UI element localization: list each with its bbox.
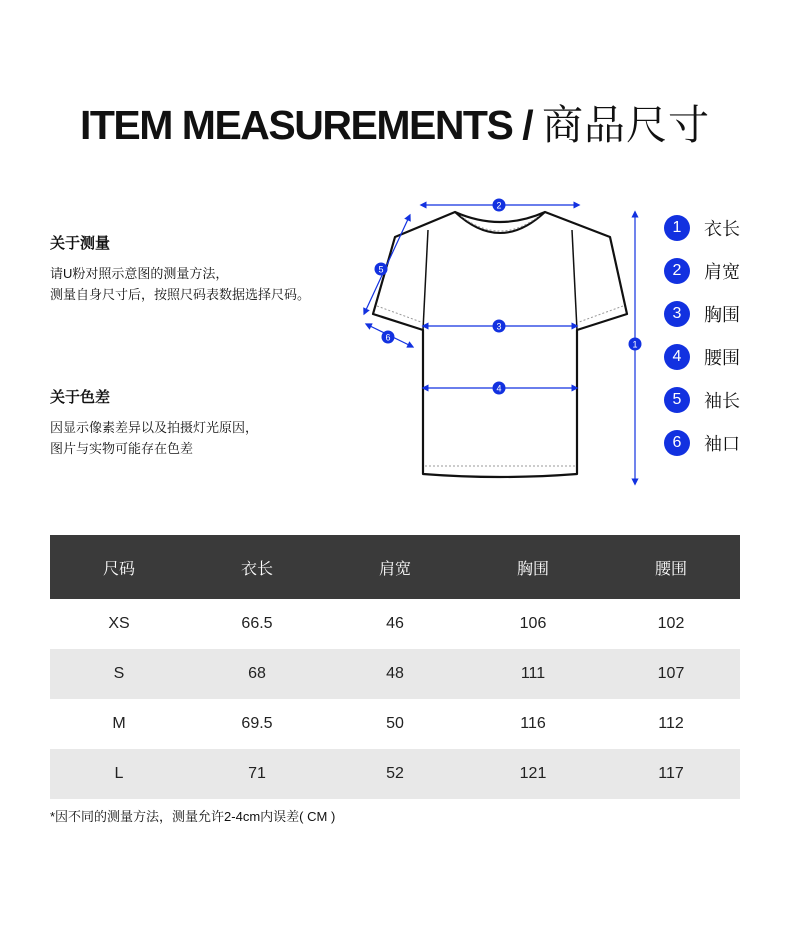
table-cell: 66.5 bbox=[241, 615, 273, 632]
table-cell: 117 bbox=[602, 749, 740, 799]
table-row bbox=[50, 649, 740, 699]
measure-note bbox=[50, 232, 360, 305]
table-row bbox=[50, 699, 740, 749]
legend-number: 5 bbox=[664, 387, 690, 413]
table-cell: 111 bbox=[464, 649, 602, 699]
marker-shoulder bbox=[493, 199, 506, 212]
legend-item bbox=[664, 335, 740, 378]
table-cell: 71 bbox=[188, 749, 326, 799]
svg-text:5: 5 bbox=[378, 264, 384, 275]
table-cell: 106 bbox=[519, 615, 547, 632]
color-note-line: 图片与实物可能存在色差 bbox=[50, 441, 194, 456]
table-row bbox=[50, 599, 740, 649]
svg-text:6: 6 bbox=[385, 332, 391, 343]
size-table bbox=[50, 535, 740, 799]
legend-label: 肩宽 bbox=[704, 261, 740, 283]
legend-number: 1 bbox=[664, 215, 690, 241]
table-cell: S bbox=[50, 649, 188, 699]
legend-number: 2 bbox=[664, 258, 690, 284]
legend-item bbox=[664, 206, 740, 249]
table-cell: 68 bbox=[188, 649, 326, 699]
table-cell: L bbox=[50, 749, 188, 799]
page-title bbox=[0, 92, 790, 151]
table-cell: 52 bbox=[326, 749, 464, 799]
tshirt-diagram bbox=[355, 192, 655, 492]
measure-note-line: 请U粉对照示意图的测量方法， bbox=[50, 266, 229, 281]
marker-waist bbox=[493, 382, 506, 395]
legend-label: 袖长 bbox=[704, 390, 740, 412]
marker-cuff bbox=[382, 331, 395, 344]
legend-item bbox=[664, 378, 740, 421]
header-length: 衣长 bbox=[188, 535, 326, 599]
table-cell: 69.5 bbox=[241, 715, 273, 732]
title-separator: / bbox=[512, 102, 543, 148]
table-cell: 112 bbox=[658, 715, 684, 732]
header-size: 尺码 bbox=[50, 535, 188, 599]
measure-note-heading: 关于测量 bbox=[50, 235, 111, 252]
header-shoulder: 肩宽 bbox=[326, 535, 464, 599]
marker-length bbox=[629, 338, 642, 351]
color-note-line: 因显示像素差异以及拍摄灯光原因， bbox=[50, 420, 259, 435]
table-cell: 50 bbox=[386, 715, 404, 732]
table-cell: 46 bbox=[386, 615, 404, 632]
table-cell: 102 bbox=[657, 615, 685, 632]
table-cell: 48 bbox=[326, 649, 464, 699]
legend-item bbox=[664, 292, 740, 335]
measure-note-line: 测量自身尺寸后，按照尺码表数据选择尺码。 bbox=[50, 287, 311, 302]
table-row bbox=[50, 749, 740, 799]
legend-item bbox=[664, 421, 740, 464]
svg-text:2: 2 bbox=[496, 200, 502, 211]
svg-text:3: 3 bbox=[496, 321, 502, 332]
svg-text:4: 4 bbox=[496, 383, 502, 394]
title-en: ITEM MEASUREMENTS bbox=[79, 102, 513, 148]
legend-label: 腰围 bbox=[704, 347, 740, 369]
tolerance-note: *因不同的测量方法，测量允许2-4cm内误差( CM ) bbox=[50, 809, 336, 824]
table-cell: 121 bbox=[464, 749, 602, 799]
table-cell: XS bbox=[108, 615, 130, 632]
svg-text:1: 1 bbox=[632, 339, 638, 350]
legend-item bbox=[664, 249, 740, 292]
legend-number: 4 bbox=[664, 344, 690, 370]
table-cell: M bbox=[112, 715, 126, 732]
legend-number: 6 bbox=[664, 430, 690, 456]
legend-number: 3 bbox=[664, 301, 690, 327]
marker-sleeve bbox=[375, 263, 388, 276]
table-header-row bbox=[50, 535, 740, 599]
legend-label: 袖口 bbox=[704, 433, 740, 455]
color-note-heading: 关于色差 bbox=[50, 389, 111, 406]
legend-label: 衣长 bbox=[704, 218, 740, 240]
table-cell: 116 bbox=[520, 715, 546, 732]
legend-label: 胸围 bbox=[704, 304, 740, 326]
table-cell: 107 bbox=[602, 649, 740, 699]
color-note bbox=[50, 386, 360, 459]
tshirt-outline-icon bbox=[373, 212, 627, 477]
title-zh: 商品尺寸 bbox=[542, 101, 711, 149]
header-waist: 腰围 bbox=[602, 535, 740, 599]
measurement-legend bbox=[664, 206, 740, 464]
marker-chest bbox=[493, 320, 506, 333]
header-chest: 胸围 bbox=[464, 535, 602, 599]
